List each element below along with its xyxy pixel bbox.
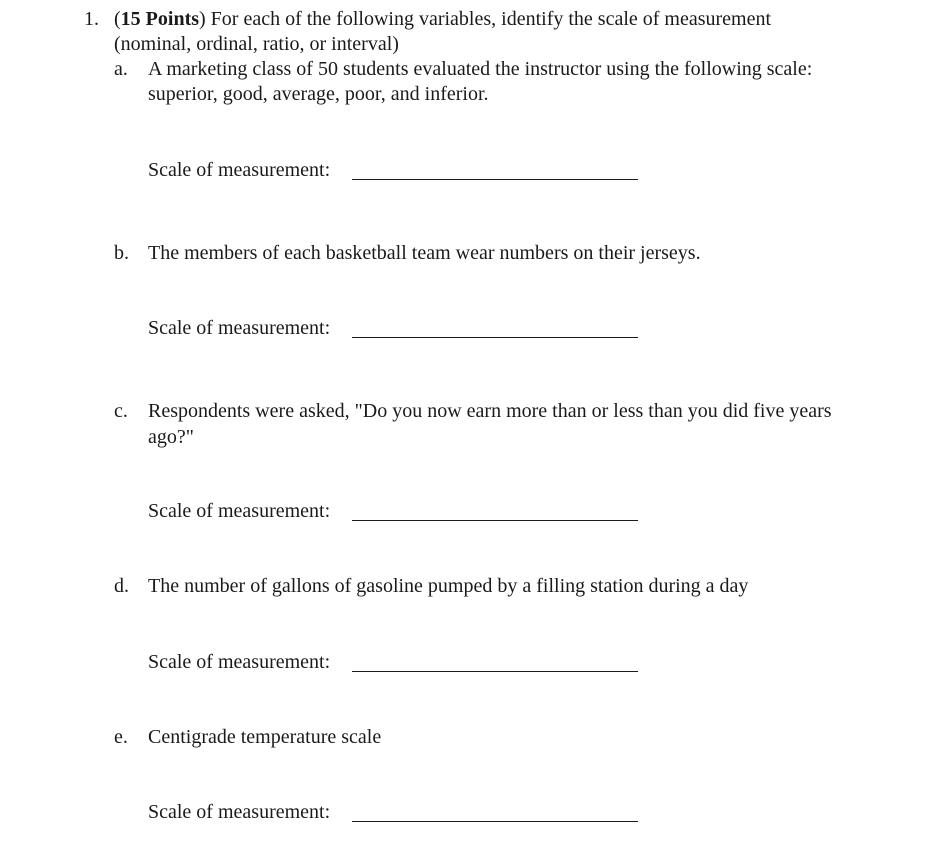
- item-e-answer-blank[interactable]: [352, 821, 638, 822]
- question-number: 1.: [84, 8, 99, 30]
- item-b-letter: b.: [114, 242, 129, 264]
- item-c-letter: c.: [114, 400, 128, 422]
- item-a-answer-blank[interactable]: [352, 179, 638, 180]
- item-d-answer-label: Scale of measurement:: [148, 651, 331, 673]
- item-c-text: Respondents were asked, "Do you now earn more than or less than you did five years: [148, 400, 832, 422]
- item-b-answer-label: Scale of measurement:: [148, 317, 331, 339]
- item-c-answer-label: Scale of measurement:: [148, 500, 331, 522]
- open-paren: (: [114, 8, 121, 30]
- question-intro: [114, 8, 771, 31]
- item-a-letter: a.: [114, 58, 128, 80]
- intro-text: ) For each of the following variables, identify the scale of measurement: [199, 8, 772, 30]
- item-c-answer-blank[interactable]: [352, 520, 638, 521]
- item-a-text-line2: superior, good, average, poor, and inferior.: [148, 83, 489, 105]
- item-e-letter: e.: [114, 726, 128, 748]
- item-b-text: The members of each basketball team wear numbers on their jerseys.: [148, 242, 701, 264]
- item-d-text: The number of gallons of gasoline pumped by a filling station during a day: [148, 575, 749, 597]
- item-d-letter: d.: [114, 575, 129, 597]
- item-a-text: A marketing class of 50 students evaluated the instructor using the following scale:: [148, 58, 813, 80]
- question-intro-line2: (nominal, ordinal, ratio, or interval): [114, 33, 399, 55]
- points-label: 15 Points: [120, 8, 200, 30]
- item-c-text-line2: ago?": [148, 426, 194, 448]
- item-e-answer-label: Scale of measurement:: [148, 801, 331, 823]
- item-d-answer-blank[interactable]: [352, 671, 638, 672]
- item-b-answer-blank[interactable]: [352, 337, 638, 338]
- item-e-text: Centigrade temperature scale: [148, 726, 382, 748]
- item-a-answer-label: Scale of measurement:: [148, 159, 331, 181]
